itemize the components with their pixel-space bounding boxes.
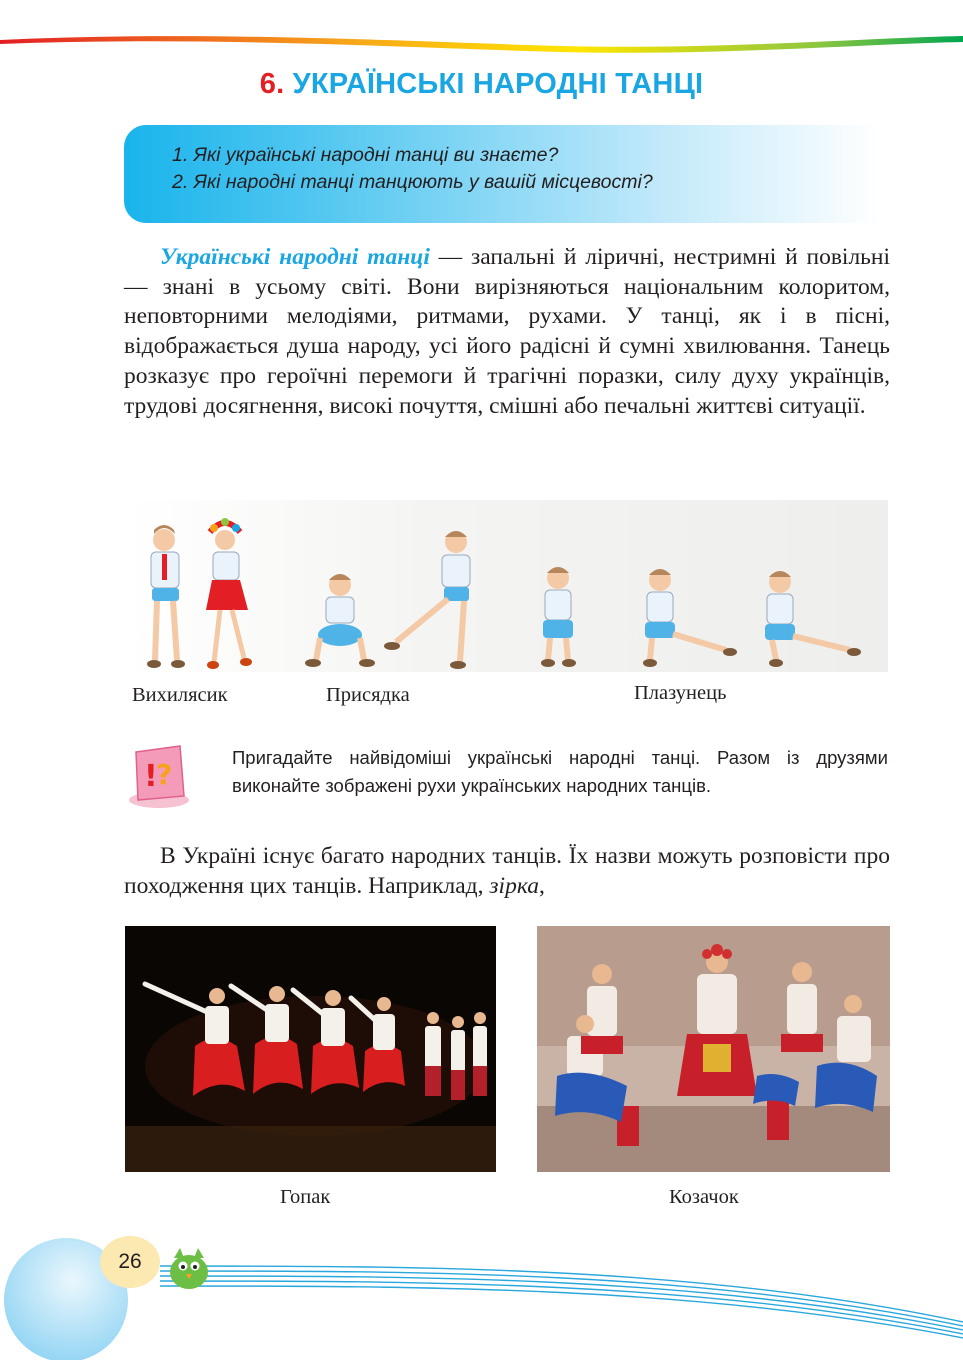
caption-kozachok: Козачок	[669, 1186, 739, 1208]
caption-prysiadka: Присядка	[326, 684, 410, 706]
body-paragraph-2-tail: ,	[539, 872, 545, 899]
dance-figure-boy-1	[147, 525, 185, 668]
task-text: Пригадайте найвідоміші українські народні танці. Разом із друзями виконайте зображені рухи українських народних танців.	[232, 747, 888, 796]
photo-hopak	[125, 926, 496, 1172]
intro-term: Українські народні танці	[160, 244, 430, 270]
question-2: 2. Які народні танці танцюють у вашій місцевості?	[172, 171, 653, 193]
page-number: 26	[100, 1236, 160, 1288]
intro-text: — запальні й ліричні, нестримні й повільні — знані в усьому світі. Вони вирізняються національним колоритом, неповторними мелодіями, ритмами, рухами. У танці, як і в пісні, відображається душа народу, усі його радісні й сумні хвилювання. Танець розказує про героїчні перемоги й трагічні поразки, силу духу українців, трудові досягнення, високі почуття, смішні або печальні життєві ситуації.	[124, 244, 890, 419]
dance-figure-crawl-1	[541, 567, 576, 667]
caption-plazunets: Плазунець	[634, 682, 727, 704]
dance-figure-squat	[305, 574, 375, 667]
green-bird-icon	[164, 1244, 214, 1292]
rainbow-ribbon	[0, 0, 963, 60]
questions-box	[124, 125, 880, 223]
body-paragraph-2-italic: зірка	[489, 872, 539, 899]
photo-kozachok	[537, 926, 890, 1172]
lesson-number: 6.	[259, 68, 285, 100]
dance-figure-leg-out	[384, 531, 470, 669]
lesson-title: УКРАЇНСЬКІ НАРОДНІ ТАНЦІ	[292, 68, 704, 100]
dance-figure-crawl-2	[643, 569, 737, 667]
question-exclamation-icon	[126, 738, 192, 810]
svg-text:?: ?	[156, 758, 173, 791]
question-1: 1. Які українські народні танці ви знаєте?	[172, 144, 559, 166]
caption-vykhyliasyk: Вихилясик	[132, 684, 228, 706]
caption-hopak: Гопак	[280, 1186, 331, 1208]
svg-text:!: !	[144, 759, 158, 794]
dance-moves-illustration	[128, 500, 888, 672]
page-title	[0, 68, 963, 101]
intro-paragraph	[124, 243, 890, 421]
dance-figure-crawl-3	[765, 571, 861, 667]
dance-figure-girl	[206, 518, 252, 669]
body-paragraph-2	[124, 842, 890, 901]
body-paragraph-2-text: В Україні існує багато народних танців. Їх назви можуть розповісти про походження цих танців. Наприклад,	[124, 843, 890, 899]
